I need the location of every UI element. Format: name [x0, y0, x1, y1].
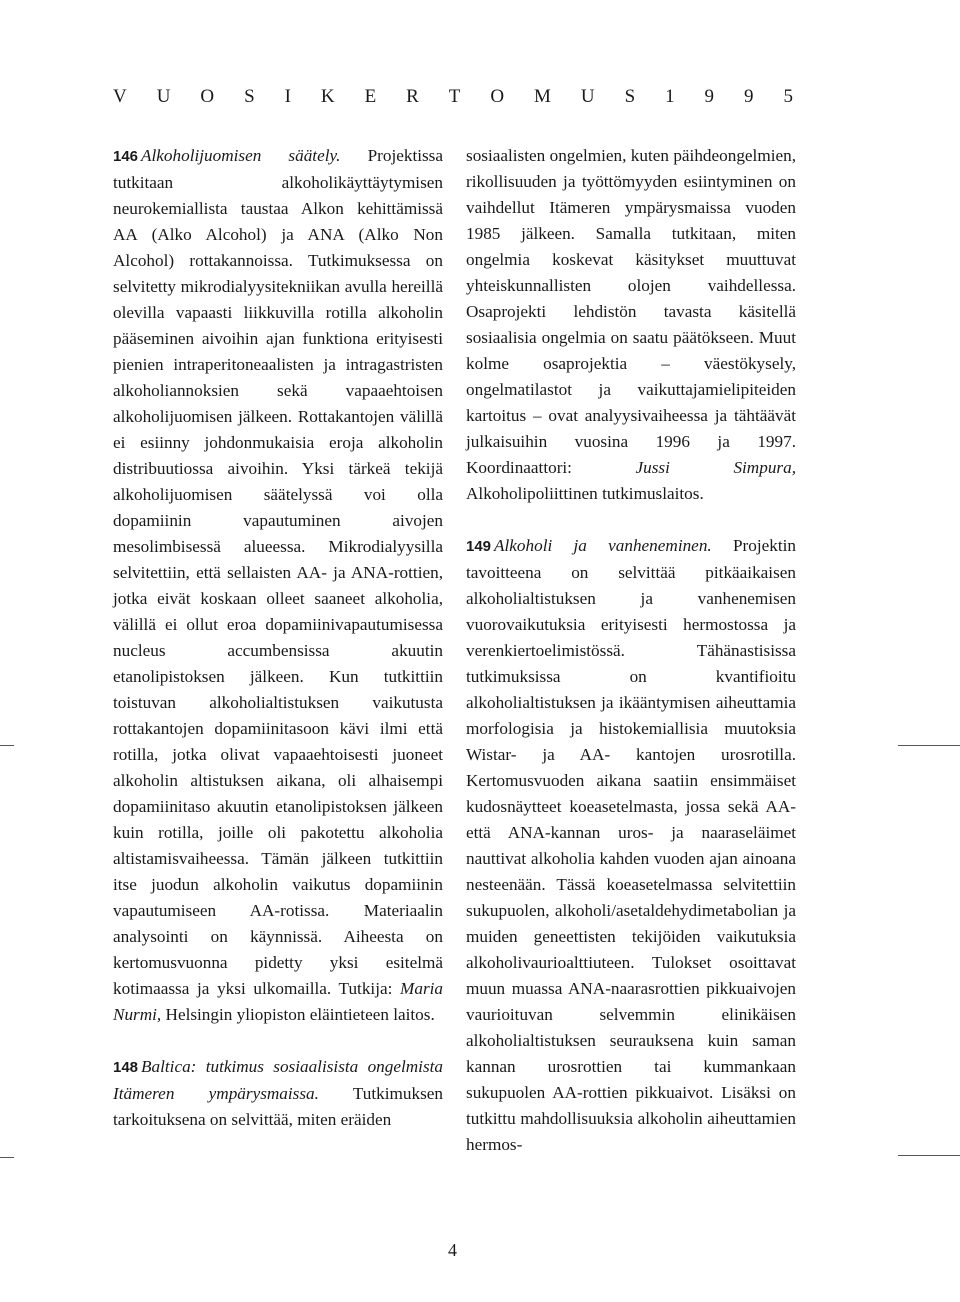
header-letter: K: [320, 86, 335, 107]
header-letter: 9: [744, 86, 754, 107]
header-letter: R: [406, 86, 419, 107]
right-column: [466, 143, 796, 1158]
project-tail: Alkoholipoliittinen tutkimuslaitos.: [466, 484, 704, 503]
project-body: Tutkimuksen tarkoituksena on selvittää, miten eräiden: [113, 1084, 443, 1129]
project-body: Projektin tavoitteena on selvittää pitkäaikaisen alkoholialtistuksen ja vanhenemisen vuorovaikutuksia erityisesti hermostossa ja verenkiertoelimistössä. Tähänastisissa tutkimuksissa on kvantifioitu alkoholialtistuksen ja ikääntymisen aiheuttamia morfologisia ja histokemiallisia muutoksia Wistar- ja AA- kantojen urosrotilla. Kertomusvuoden aikana saatiin ensimmäiset kudosnäytteet koeasetelmasta, jossa sekä AA- että ANA-kannan uros- ja naaraseläimet nauttivat alkoholia kahden vuoden ajan ainoana nesteenään. Tässä koeasetelmassa selvitettiin sukupuolen, alkoholi/asetaldehydimetabolian ja muiden geneettisten tekijöiden vaikutuksia alkoholivaurioalttiuteen. Tulokset osoittavat muun muassa ANA-naarasrottien pikkuaivojen vaurioituvan selvemmin elinikäisen alkoholialtistuksen seurauksena kuin saman kannan urosrottien tai kummankaan sukupuolen AA-rottien pikkuaivot. Lisäksi on tutkittu mahdollisuuksia alkoholin aiheuttamien hermos-: [466, 536, 796, 1154]
header-letter: E: [364, 86, 377, 107]
project-146-paragraph: [113, 143, 443, 1028]
margin-rule: [898, 745, 960, 746]
project-number: 146: [113, 148, 139, 165]
project-tail: Helsingin yliopiston eläintieteen laitos.: [161, 1005, 435, 1024]
header-letter: O: [490, 86, 505, 107]
researcher-name: Maria Nurmi,: [113, 979, 443, 1024]
project-148-paragraph: [113, 1054, 443, 1133]
running-header: [113, 86, 793, 108]
header-letter: T: [448, 86, 461, 107]
page-number: 4: [448, 1240, 457, 1260]
header-letter: U: [156, 86, 171, 107]
project-title: Baltica: tutkimus sosiaalisista ongelmista Itämeren ympärysmaissa.: [113, 1057, 443, 1103]
header-letter: U: [580, 86, 595, 107]
project-body: sosiaalisten ongelmien, kuten päihdeongelmien, rikollisuuden ja työttömyyden esiintyminen on vaihdellut Itämeren ympärysmaissa vuoden 1985 jälkeen. Samalla tutkitaan, miten ongelmia koskevat käsitykset muuttuvat yhteiskunnallisten olojen vaihdellessa. Osaprojekti lehdistön tavasta käsitellä sosiaalisia ongelmia on saatu päätökseen. Muut kolme osaprojektia – väestökysely, ongelmatilastot ja vaikuttajamielipiteiden kartoitus – ovat analyysivaiheessa ja tähtäävät julkaisuihin vuosina 1996 ja 1997. Koordinaattori:: [466, 146, 796, 477]
header-letter: O: [200, 86, 215, 107]
header-letter: S: [624, 86, 636, 107]
header-letter: 9: [704, 86, 715, 107]
project-number: 149: [466, 538, 492, 555]
header-letter: 1: [665, 86, 675, 107]
header-letter: S: [244, 86, 255, 107]
project-title: Alkoholi ja vanheneminen.: [494, 536, 712, 555]
project-149-paragraph: [466, 533, 796, 1158]
margin-rule: [0, 1157, 14, 1158]
header-letter: 5: [783, 86, 793, 107]
header-letter: V: [113, 86, 127, 107]
margin-rule: [0, 745, 14, 746]
header-letter: M: [534, 86, 551, 107]
header-letter: I: [284, 86, 291, 107]
project-body: Projektissa tutkitaan alkoholikäyttäytymisen neurokemiallista taustaa Alkon kehittämissä AA (Alko Alcohol) ja ANA (Alko Non Alcohol) rottakannoissa. Tutkimuksessa on selvitetty mikrodialyysitekniikan avulla hereillä olevilla vapaasti liikkuvilla rotilla alkoholin pääseminen aivoihin ajan funktiona erityisesti pienien intraperitoneaalisten ja intragastristen alkoholiannoksien sekä vapaaehtoisen alkoholijuomisen jälkeen. Rottakantojen välillä ei esiinny johdonmukaisia eroja alkoholin distribuutiossa aivoihin. Yksi tärkeä tekijä alkoholijuomisen säätelyssä voi olla dopamiinin vapautuminen aivojen mesolimbisessä alueessa. Mikrodialyysilla selvitettiin, että sellaisten AA- ja ANA-rottien, jotka eivät koskaan olleet saaneet alkoholia, välillä ei ollut eroa dopamiinivapautumisessa nucleus accumbensissa akuutin etanolipistoksen jälkeen. Kun tutkittiin toistuvan alkoholialtistuksen vaikutusta rottakantojen dopamiinitasoon kävi ilmi että rotilla, jotka olivat vapaaehtoisesti juoneet alkoholin altistuksen aikana, oli alhaisempi dopamiinitaso akuutin etanolipistoksen jälkeen kuin rotilla, joille oli pakotettu alkoholia altistamisvaiheessa. Tämän jälkeen tutkittiin itse juodun alkoholin vaikutus dopamiinin vapautumiseen AA-rotissa. Materiaalin analysointi on käynnissä. Aiheesta on kertomusvuonna pidetty yksi esitelmä kotimaassa ja yksi ulkomailla. Tutkija:: [113, 146, 444, 998]
margin-rule: [898, 1155, 960, 1156]
left-column: [113, 143, 443, 1133]
project-148-continuation: [466, 143, 796, 507]
project-title: Alkoholijuomisen säätely.: [141, 146, 341, 165]
project-number: 148: [113, 1059, 139, 1076]
coordinator-name: Jussi Simpura,: [635, 458, 796, 477]
